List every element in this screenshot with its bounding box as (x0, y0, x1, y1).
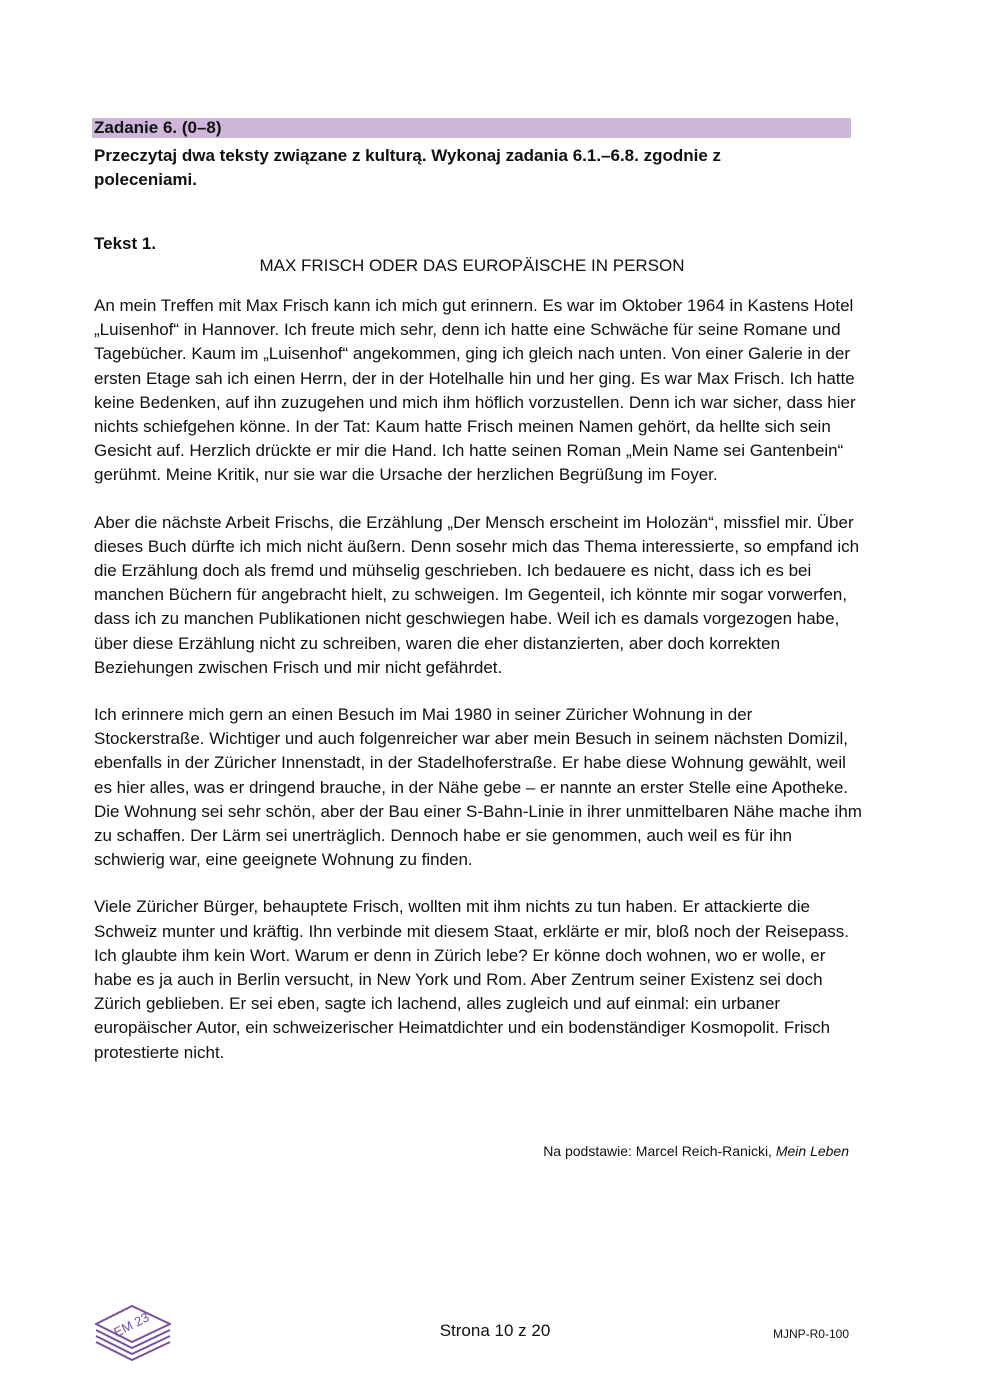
article-paragraph: Ich erinnere mich gern an einen Besuch im Mai 1980 in seiner Züricher Wohnung in der Stockerstraße. Wichtiger und auch folgenreicher war aber mein Besuch in seinem nächsten Domizil, ebenfalls in der Züricher Innenstadt, in der Stadelhoferstraße. Er habe diese Wohnung gewählt, weil es hier alles, was er dringend brauche, in der Nähe gebe – er nannte an erster Stelle eine Apotheke. Die Wohnung sei sehr schön, aber der Bau einer S-Bahn-Linie in ihrer unmittelbaren Nähe mache ihm zu schaffen. Der Lärm sei unerträglich. Dennoch habe er sie genommen, auch weil es für ihn schwierig war, eine geeignete Wohnung zu finden. (94, 705, 862, 870)
article-paragraph: Aber die nächste Arbeit Frischs, die Erzählung „Der Mensch erscheint im Holozän“, missfiel mir. Über dieses Buch dürfte ich mich nicht äußern. Denn sosehr mich das Thema interessierte, so empfand ich die Erzählung doch als fremd und mühselig geschrieben. Ich bedauere es nicht, dass ich es bei manchen Büchern für angebracht hielt, zu schweigen. Im Gegenteil, ich könnte mir sogar vorwerfen, dass ich zu manchen Publikationen nicht geschwiegen habe. Weil ich es damals vorgezogen habe, über diese Erzählung nicht zu schreiben, waren die eher distanzierten, aber doch korrekten Beziehungen zwischen Frisch und mir nicht gefährdet. (94, 512, 860, 677)
page-number: Strona 10 z 20 (439, 1321, 551, 1340)
article-paragraph: An mein Treffen mit Max Frisch kann ich mich gut erinnern. Es war im Oktober 1964 in Kastens Hotel „Luisenhof“ in Hannover. Ich freute mich sehr, denn ich hatte eine Schwäche für seine Romane und Tagebücher. Kaum im „Luisenhof“ angekommen, ging ich gleich nach unten. Von einer Galerie in der ersten Etage sah ich einen Herrn, der in der Hotelhalle hin und her ging. Es war Max Frisch. Ich hatte keine Bedenken, auf ihn zuzugehen und mich ihm höflich vorzustellen. Denn ich war sicher, dass hier nichts schiefgehen könne. In der Tat: Kaum hatte Frisch meinen Namen gehört, da hellte sich sein Gesicht auf. Herzlich drückte er mir die Hand. Ich hatte seinen Roman „Mein Name sei Gantenbein“ gerühmt. Meine Kritik, nur sie war die Ursache der herzlichen Begrüßung im Foyer. (94, 296, 856, 485)
source-citation (543, 1142, 849, 1160)
source-book-title: Mein Leben (775, 1143, 849, 1159)
text-label: Tekst 1. (94, 234, 157, 253)
article-body (94, 294, 864, 1088)
article-paragraph: Viele Züricher Bürger, behauptete Frisch, wollten mit ihm nichts zu tun haben. Er attackierte die Schweiz munter und kräftig. Ihn verbinde mit diesem Staat, erklärte er mir, bloß noch der Reisepass. Ich glaubte ihm kein Wort. Warum er denn in Zürich lebe? Er könne doch wohnen, wo er wolle, er habe es ja auch in Berlin versucht, in New York und Rom. Aber Zentrum seiner Existenz sei doch Zürich geblieben. Er sei eben, sagte ich lachend, alles zugleich und auf einmal: ein urbaner europäischer Autor, ein schweizerischer Heimatdichter und ein bodenständiger Kosmopolit. Frisch protestierte nicht. (94, 897, 849, 1062)
task-instruction: Przeczytaj dwa teksty związane z kulturą. Wykonaj zadania 6.1.–6.8. zgodnie z poleceniami. (94, 146, 722, 189)
text-title: MAX FRISCH ODER DAS EUROPÄISCHE IN PERSON (259, 256, 685, 275)
document-code: MJNP-R0-100 (772, 1327, 849, 1341)
task-header: Zadanie 6. (0–8) (92, 118, 851, 138)
source-prefix: Na podstawie: Marcel Reich-Ranicki, (543, 1143, 776, 1159)
logo-text: EM 23 (111, 1309, 152, 1340)
